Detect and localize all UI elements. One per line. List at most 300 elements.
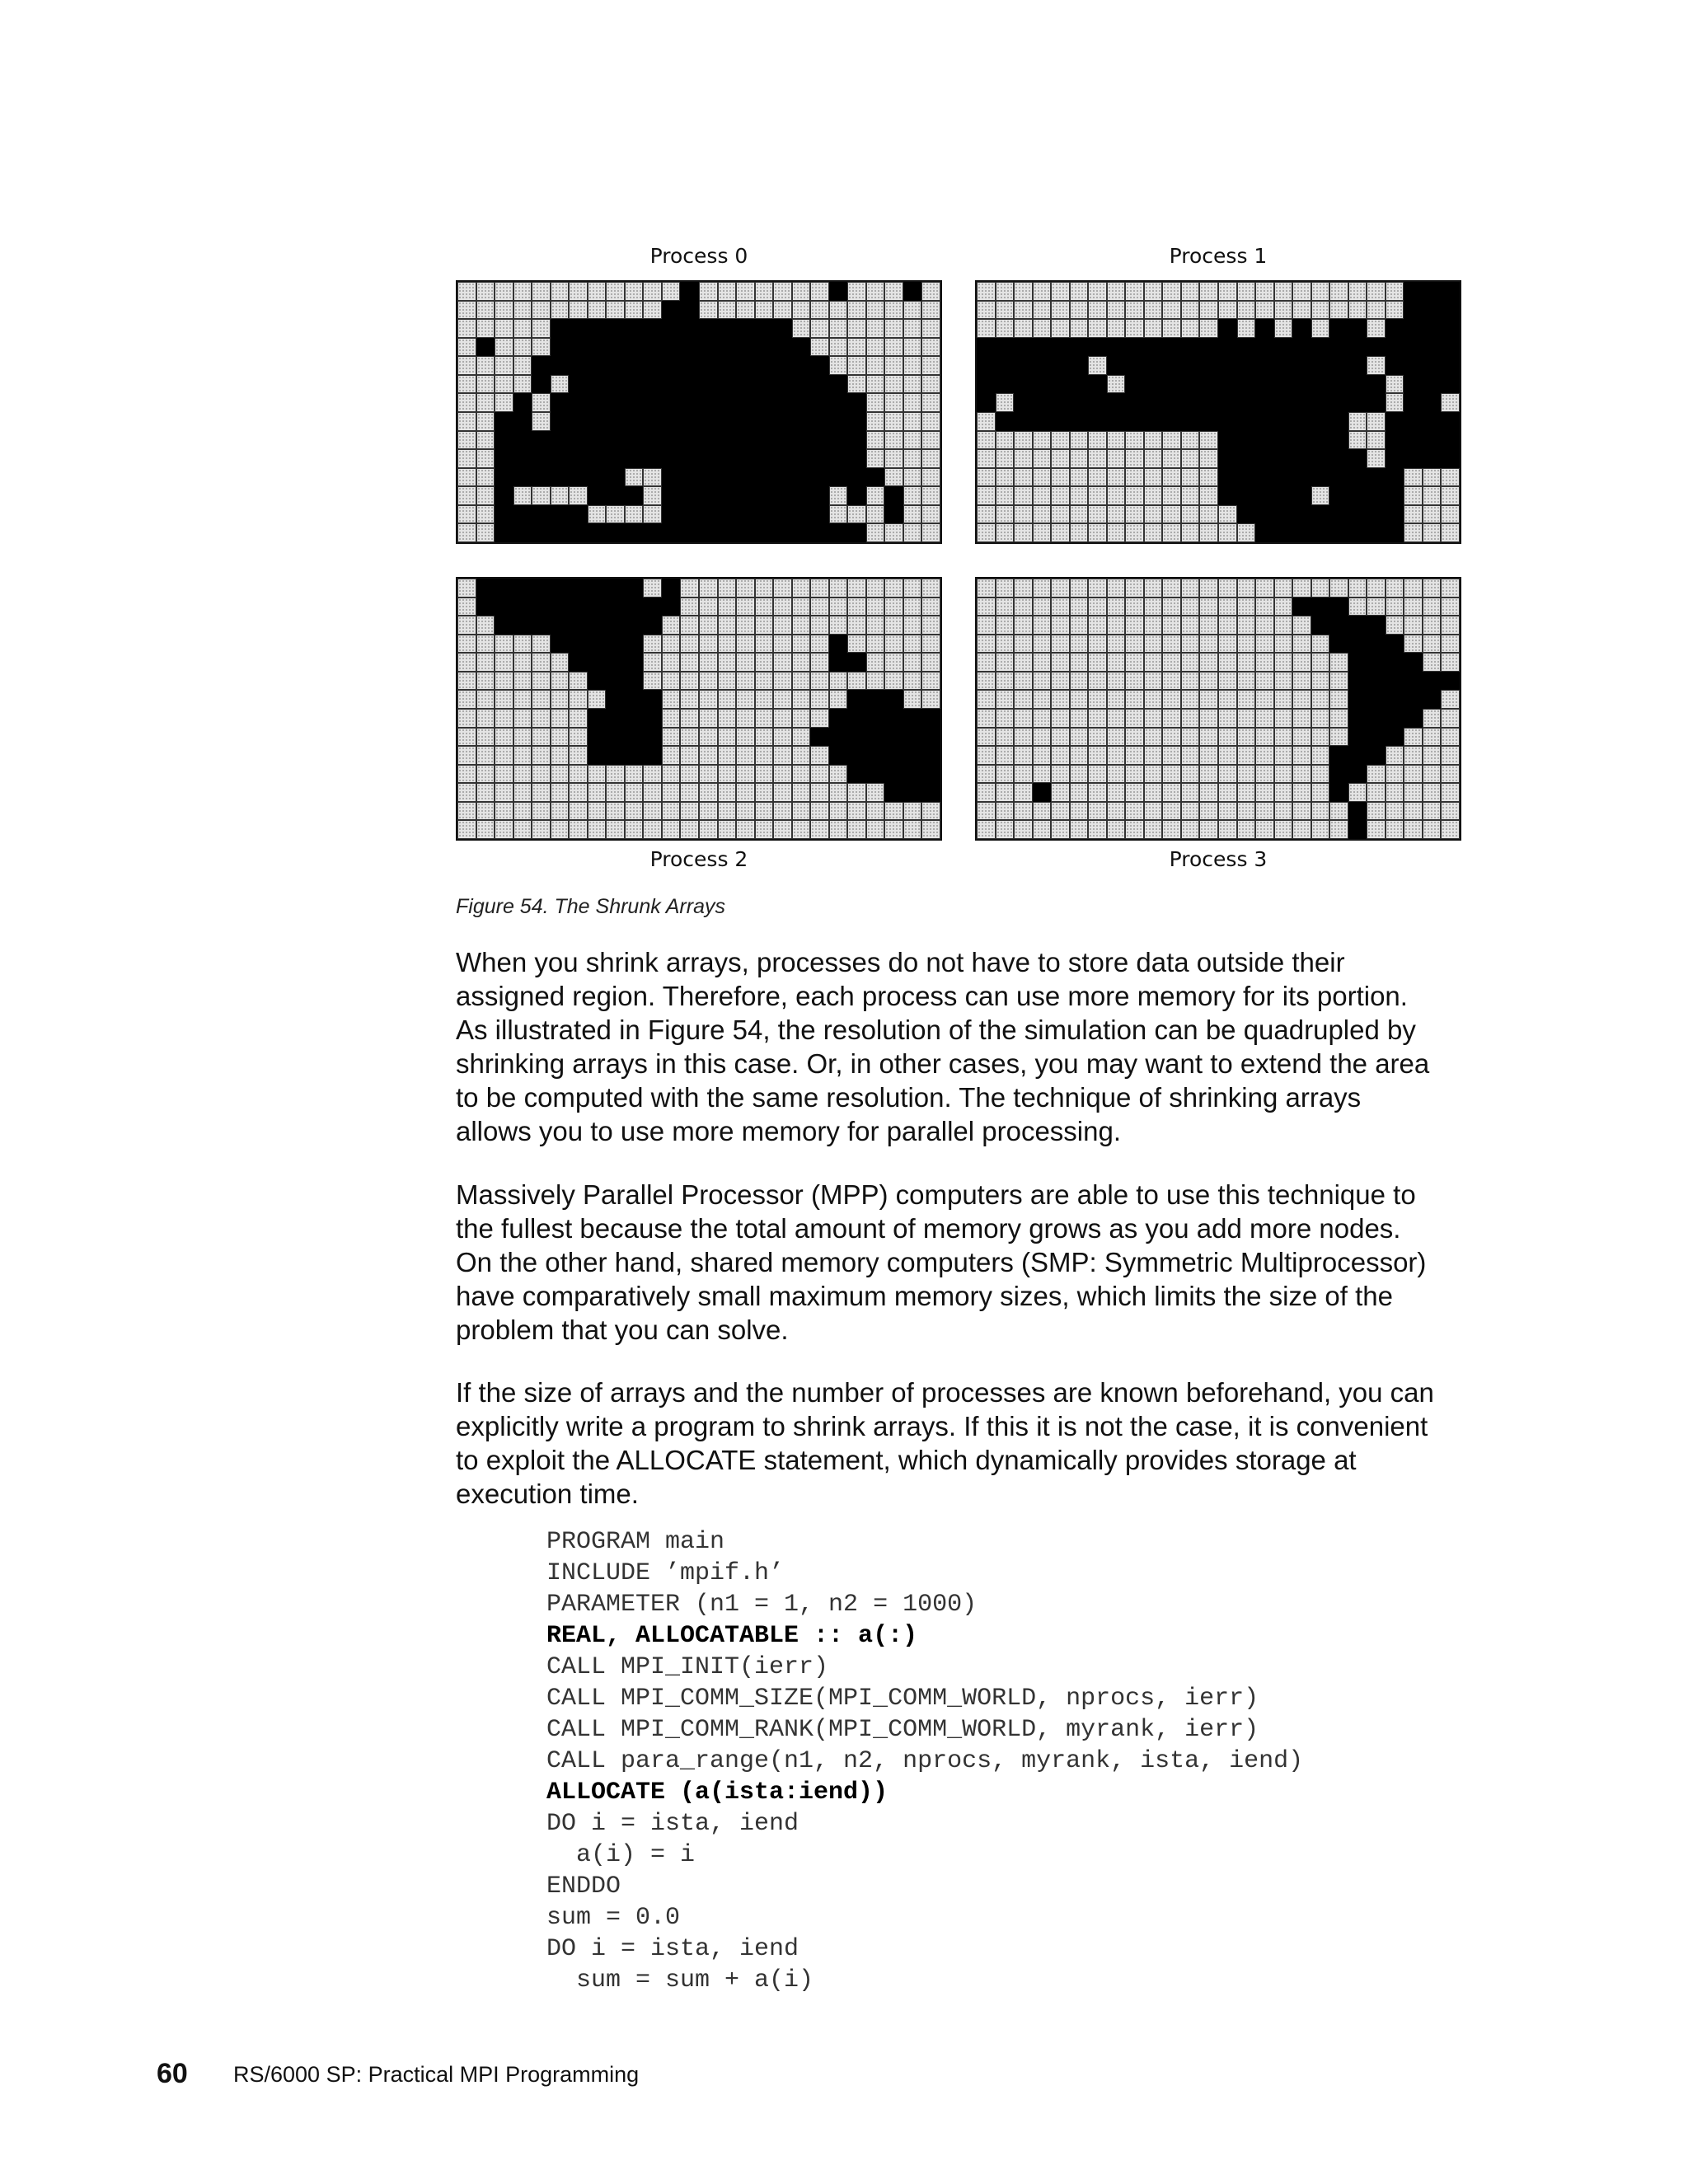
grid-cell-filled (1367, 746, 1386, 765)
grid-cell-empty (1014, 728, 1033, 747)
grid-cell-empty (1088, 282, 1107, 301)
grid-cell-empty (996, 393, 1015, 412)
grid-cell-filled (588, 616, 607, 635)
grid-cell-empty (903, 820, 922, 839)
grid-cell-filled (1329, 375, 1348, 394)
grid-cell-filled (1441, 431, 1460, 450)
grid-cell-filled (1255, 486, 1274, 505)
grid-cell-filled (1199, 338, 1218, 357)
grid-cell-filled (1162, 393, 1181, 412)
grid-cell-empty (1311, 765, 1330, 784)
grid-cell-empty (884, 820, 903, 839)
grid-cell-empty (866, 598, 885, 616)
grid-cell-filled (903, 765, 922, 784)
grid-cell-empty (866, 375, 885, 394)
grid-cell-empty (847, 319, 866, 338)
grid-cell-empty (718, 746, 737, 765)
grid-cell-empty (1311, 728, 1330, 747)
grid-cell-empty (1292, 672, 1311, 691)
grid-cell-empty (513, 709, 532, 728)
grid-cell-empty (662, 802, 681, 821)
grid-cell-empty (810, 672, 829, 691)
grid-cell-empty (1181, 282, 1200, 301)
grid-cell-filled (810, 449, 829, 468)
grid-cell-filled (495, 616, 513, 635)
grid-cell-filled (1348, 356, 1367, 375)
grid-cell-empty (755, 783, 774, 802)
grid-cell-empty (1292, 783, 1311, 802)
grid-cell-empty (773, 765, 792, 784)
grid-cell-filled (1255, 431, 1274, 450)
grid-cell-filled (495, 449, 513, 468)
grid-cell-empty (1311, 709, 1330, 728)
grid-cell-empty (551, 690, 570, 709)
grid-cell-filled (625, 393, 644, 412)
grid-cell-filled (1367, 728, 1386, 747)
grid-cell-empty (996, 746, 1015, 765)
grid-cell-filled (662, 505, 681, 524)
grid-cell-filled (1255, 356, 1274, 375)
grid-cell-filled (1348, 486, 1367, 505)
grid-cell-filled (1386, 338, 1404, 357)
grid-cell-empty (532, 709, 551, 728)
grid-cell-filled (829, 449, 848, 468)
grid-cell-empty (1125, 709, 1144, 728)
grid-cell-filled (1218, 338, 1237, 357)
grid-cell-empty (1181, 449, 1200, 468)
grid-cell-empty (551, 653, 570, 672)
grid-cell-empty (476, 709, 495, 728)
grid-cell-filled (569, 598, 588, 616)
grid-cell-empty (1237, 282, 1256, 301)
grid-cell-empty (1070, 635, 1089, 654)
grid-cell-filled (1218, 431, 1237, 450)
grid-cell-empty (921, 338, 940, 357)
grid-cell-filled (1348, 505, 1367, 524)
grid-cell-empty (588, 505, 607, 524)
grid-cell-filled (718, 468, 737, 487)
grid-cell-empty (829, 672, 848, 691)
code-line: ENDDO (546, 1872, 621, 1900)
grid-cell-filled (625, 690, 644, 709)
grid-cell-filled (1386, 709, 1404, 728)
grid-cell-filled (792, 356, 811, 375)
grid-cell-empty (718, 802, 737, 821)
grid-cell-empty (1088, 653, 1107, 672)
grid-cell-empty (1125, 728, 1144, 747)
grid-cell-empty (1423, 579, 1442, 598)
grid-cell-empty (1274, 672, 1293, 691)
grid-cell-filled (1329, 523, 1348, 542)
grid-cell-filled (569, 375, 588, 394)
grid-cell-empty (1274, 820, 1293, 839)
grid-cell-filled (755, 523, 774, 542)
grid-cell-filled (1033, 412, 1052, 431)
grid-cell-empty (921, 375, 940, 394)
grid-cell-empty (1311, 690, 1330, 709)
grid-cell-empty (792, 672, 811, 691)
grid-cell-filled (551, 616, 570, 635)
grid-cell-filled (662, 523, 681, 542)
grid-cell-empty (606, 505, 625, 524)
grid-cell-empty (884, 653, 903, 672)
grid-cell-empty (866, 783, 885, 802)
grid-cell-empty (457, 301, 476, 320)
grid-cell-empty (699, 653, 718, 672)
grid-cell-filled (792, 338, 811, 357)
grid-cell-empty (1311, 746, 1330, 765)
grid-cell-empty (662, 282, 681, 301)
grid-cell-filled (1404, 338, 1423, 357)
grid-cell-empty (1348, 301, 1367, 320)
grid-cell-empty (680, 690, 699, 709)
grid-cell-empty (1088, 690, 1107, 709)
grid-cell-empty (1441, 616, 1460, 635)
grid-cell-empty (847, 783, 866, 802)
grid-cell-empty (476, 301, 495, 320)
grid-cell-empty (1274, 579, 1293, 598)
grid-cell-empty (457, 523, 476, 542)
code-line: sum = sum + a(i) (546, 1966, 814, 1994)
grid-cell-filled (680, 412, 699, 431)
grid-cell-filled (829, 282, 848, 301)
grid-cell-empty (662, 635, 681, 654)
grid-cell-filled (921, 765, 940, 784)
grid-cell-filled (1274, 431, 1293, 450)
grid-cell-empty (1423, 598, 1442, 616)
grid-cell-empty (1070, 579, 1089, 598)
grid-cell-empty (1181, 820, 1200, 839)
grid-cell-filled (513, 616, 532, 635)
code-line: PROGRAM main (546, 1528, 725, 1556)
grid-cell-filled (1348, 728, 1367, 747)
grid-cell-filled (1441, 375, 1460, 394)
grid-cell-empty (1255, 635, 1274, 654)
grid-cell-empty (1274, 746, 1293, 765)
grid-cell-empty (1441, 523, 1460, 542)
grid-cell-filled (1329, 319, 1348, 338)
grid-cell-empty (847, 375, 866, 394)
grid-cell-filled (513, 412, 532, 431)
grid-cell-empty (1441, 468, 1460, 487)
grid-cell-filled (736, 412, 755, 431)
grid-cell-empty (792, 690, 811, 709)
grid-cell-empty (569, 282, 588, 301)
grid-cell-filled (569, 393, 588, 412)
grid-cell-empty (996, 783, 1015, 802)
grid-cell-filled (643, 319, 662, 338)
grid-cell-empty (457, 319, 476, 338)
grid-cell-empty (457, 468, 476, 487)
grid-cell-empty (829, 820, 848, 839)
grid-cell-filled (755, 468, 774, 487)
grid-cell-empty (1329, 301, 1348, 320)
grid-cell-empty (1218, 728, 1237, 747)
grid-cell-empty (532, 301, 551, 320)
grid-cell-empty (1088, 820, 1107, 839)
grid-cell-empty (1181, 523, 1200, 542)
grid-cell-empty (921, 412, 940, 431)
grid-cell-empty (457, 746, 476, 765)
grid-cell-filled (1144, 338, 1163, 357)
grid-cell-empty (866, 523, 885, 542)
grid-cell-empty (1311, 635, 1330, 654)
grid-cell-empty (643, 783, 662, 802)
grid-cell-filled (1348, 820, 1367, 839)
grid-cell-filled (1367, 672, 1386, 691)
grid-cell-filled (847, 765, 866, 784)
grid-cell-empty (625, 783, 644, 802)
grid-cell-filled (829, 468, 848, 487)
grid-cell-empty (1125, 468, 1144, 487)
grid-cell-filled (662, 486, 681, 505)
grid-cell-filled (1255, 319, 1274, 338)
grid-cell-empty (457, 709, 476, 728)
grid-cell-empty (1311, 820, 1330, 839)
grid-cell-empty (1107, 523, 1126, 542)
grid-cell-filled (1292, 523, 1311, 542)
grid-cell-filled (773, 431, 792, 450)
grid-cell-empty (1051, 449, 1070, 468)
grid-cell-empty (1144, 653, 1163, 672)
grid-cell-empty (551, 282, 570, 301)
grid-cell-filled (1423, 319, 1442, 338)
grid-cell-empty (1218, 505, 1237, 524)
grid-cell-empty (513, 486, 532, 505)
grid-cell-filled (551, 449, 570, 468)
grid-cell-empty (1181, 653, 1200, 672)
grid-cell-empty (903, 393, 922, 412)
grid-cell-empty (718, 653, 737, 672)
grid-cell-empty (810, 690, 829, 709)
grid-cell-filled (1329, 468, 1348, 487)
grid-cell-empty (884, 635, 903, 654)
grid-cell-empty (532, 728, 551, 747)
grid-cell-empty (513, 301, 532, 320)
grid-cell-empty (457, 338, 476, 357)
grid-cell-empty (792, 598, 811, 616)
grid-cell-empty (532, 393, 551, 412)
grid-cell-filled (736, 319, 755, 338)
grid-cell-empty (1199, 728, 1218, 747)
grid-cell-filled (755, 375, 774, 394)
grid-cell-filled (810, 431, 829, 450)
grid-cell-empty (773, 301, 792, 320)
grid-cell-empty (569, 765, 588, 784)
panel-label-process-2: Process 2 (649, 847, 748, 871)
grid-cell-empty (513, 319, 532, 338)
grid-cell-empty (866, 338, 885, 357)
grid-cell-filled (532, 375, 551, 394)
grid-cell-empty (1033, 616, 1052, 635)
paragraph-line: execution time. (456, 1479, 639, 1509)
grid-cell-empty (1311, 282, 1330, 301)
grid-cell-empty (1274, 765, 1293, 784)
grid-cell-filled (588, 709, 607, 728)
grid-cell-filled (847, 468, 866, 487)
grid-cell-filled (847, 393, 866, 412)
grid-cell-empty (1404, 746, 1423, 765)
grid-cell-empty (457, 375, 476, 394)
grid-cell-filled (643, 393, 662, 412)
grid-cell-filled (736, 468, 755, 487)
grid-cell-empty (1441, 486, 1460, 505)
grid-cell-empty (476, 783, 495, 802)
grid-cell-filled (1386, 672, 1404, 691)
grid-cell-filled (884, 765, 903, 784)
grid-cell-empty (792, 301, 811, 320)
grid-cell-empty (1199, 598, 1218, 616)
grid-cell-filled (921, 746, 940, 765)
grid-cell-empty (1199, 765, 1218, 784)
grid-cell-filled (1386, 412, 1404, 431)
grid-cell-filled (1386, 690, 1404, 709)
grid-cell-empty (680, 616, 699, 635)
grid-cell-filled (606, 431, 625, 450)
grid-cell-filled (1181, 356, 1200, 375)
grid-cell-filled (662, 468, 681, 487)
grid-cell-empty (1162, 301, 1181, 320)
grid-cell-empty (476, 393, 495, 412)
grid-cell-filled (1181, 393, 1200, 412)
grid-cell-empty (718, 301, 737, 320)
grid-cell-filled (847, 431, 866, 450)
grid-cell-filled (1423, 301, 1442, 320)
grid-cell-filled (736, 338, 755, 357)
paragraph-line: explicitly write a program to shrink arrays. If this it is not the case, it is convenient (456, 1411, 1428, 1441)
grid-cell-filled (1423, 412, 1442, 431)
grid-cell-filled (866, 746, 885, 765)
grid-cell-filled (513, 598, 532, 616)
grid-cell-empty (1367, 820, 1386, 839)
grid-cell-empty (1162, 468, 1181, 487)
grid-cell-empty (476, 356, 495, 375)
grid-cell-empty (1348, 412, 1367, 431)
grid-cell-empty (829, 598, 848, 616)
grid-cell-filled (1292, 431, 1311, 450)
grid-cell-empty (532, 635, 551, 654)
grid-cell-empty (1125, 746, 1144, 765)
grid-cell-empty (1274, 319, 1293, 338)
grid-cell-empty (1274, 653, 1293, 672)
grid-cell-empty (773, 783, 792, 802)
grid-cell-empty (884, 579, 903, 598)
grid-cell-filled (1237, 338, 1256, 357)
grid-cell-filled (1386, 431, 1404, 450)
grid-cell-empty (1237, 728, 1256, 747)
grid-cell-filled (662, 356, 681, 375)
grid-cell-empty (792, 616, 811, 635)
grid-cell-empty (866, 412, 885, 431)
grid-cell-empty (996, 468, 1015, 487)
grid-cell-filled (588, 468, 607, 487)
process-2-grid (456, 577, 942, 841)
grid-cell-empty (1199, 820, 1218, 839)
grid-cell-empty (1014, 282, 1033, 301)
grid-cell-empty (476, 746, 495, 765)
grid-cell-empty (755, 765, 774, 784)
grid-cell-filled (1218, 412, 1237, 431)
grid-cell-filled (1311, 616, 1330, 635)
grid-cell-filled (736, 431, 755, 450)
grid-cell-empty (1292, 802, 1311, 821)
panel-label-process-1: Process 1 (1169, 244, 1268, 268)
grid-cell-empty (1144, 802, 1163, 821)
grid-cell-filled (1162, 356, 1181, 375)
grid-cell-filled (755, 319, 774, 338)
grid-cell-filled (643, 616, 662, 635)
grid-cell-empty (1255, 783, 1274, 802)
grid-cell-filled (532, 579, 551, 598)
grid-cell-empty (1162, 653, 1181, 672)
grid-cell-empty (476, 635, 495, 654)
grid-cell-empty (996, 635, 1015, 654)
grid-cell-filled (495, 505, 513, 524)
grid-cell-empty (1218, 523, 1237, 542)
code-line: INCLUDE ’mpif.h’ (546, 1559, 785, 1587)
grid-cell-filled (1441, 319, 1460, 338)
grid-cell-empty (1255, 690, 1274, 709)
grid-cell-empty (1125, 505, 1144, 524)
grid-cell-empty (1144, 820, 1163, 839)
grid-cell-filled (903, 709, 922, 728)
grid-cell-empty (551, 486, 570, 505)
grid-cell-empty (1199, 431, 1218, 450)
grid-cell-empty (588, 690, 607, 709)
grid-cell-empty (810, 709, 829, 728)
grid-cell-filled (847, 523, 866, 542)
grid-cell-empty (1033, 765, 1052, 784)
grid-cell-filled (996, 356, 1015, 375)
grid-cell-empty (1144, 765, 1163, 784)
grid-cell-filled (699, 412, 718, 431)
grid-cell-filled (810, 356, 829, 375)
grid-cell-filled (1348, 319, 1367, 338)
grid-cell-empty (495, 393, 513, 412)
grid-cell-empty (1181, 616, 1200, 635)
page-number: 60 (157, 2058, 188, 2089)
grid-cell-empty (1125, 449, 1144, 468)
grid-cell-empty (755, 301, 774, 320)
grid-cell-empty (1311, 319, 1330, 338)
grid-cell-filled (1441, 282, 1460, 301)
grid-cell-empty (903, 598, 922, 616)
grid-cell-empty (1181, 635, 1200, 654)
grid-cell-empty (1367, 579, 1386, 598)
grid-cell-empty (1070, 783, 1089, 802)
grid-cell-filled (625, 746, 644, 765)
grid-cell-empty (495, 282, 513, 301)
grid-cell-filled (1367, 393, 1386, 412)
grid-cell-filled (643, 338, 662, 357)
grid-cell-filled (755, 505, 774, 524)
grid-cell-empty (884, 431, 903, 450)
grid-cell-filled (551, 338, 570, 357)
grid-cell-empty (829, 301, 848, 320)
grid-cell-empty (866, 301, 885, 320)
grid-cell-empty (1404, 765, 1423, 784)
grid-cell-empty (1367, 449, 1386, 468)
grid-cell-filled (1386, 356, 1404, 375)
grid-cell-filled (1237, 505, 1256, 524)
grid-cell-empty (1033, 301, 1052, 320)
grid-cell-empty (551, 765, 570, 784)
grid-cell-empty (1033, 598, 1052, 616)
grid-cell-empty (792, 319, 811, 338)
grid-cell-empty (1367, 431, 1386, 450)
grid-cell-filled (1292, 449, 1311, 468)
grid-cell-empty (1386, 282, 1404, 301)
